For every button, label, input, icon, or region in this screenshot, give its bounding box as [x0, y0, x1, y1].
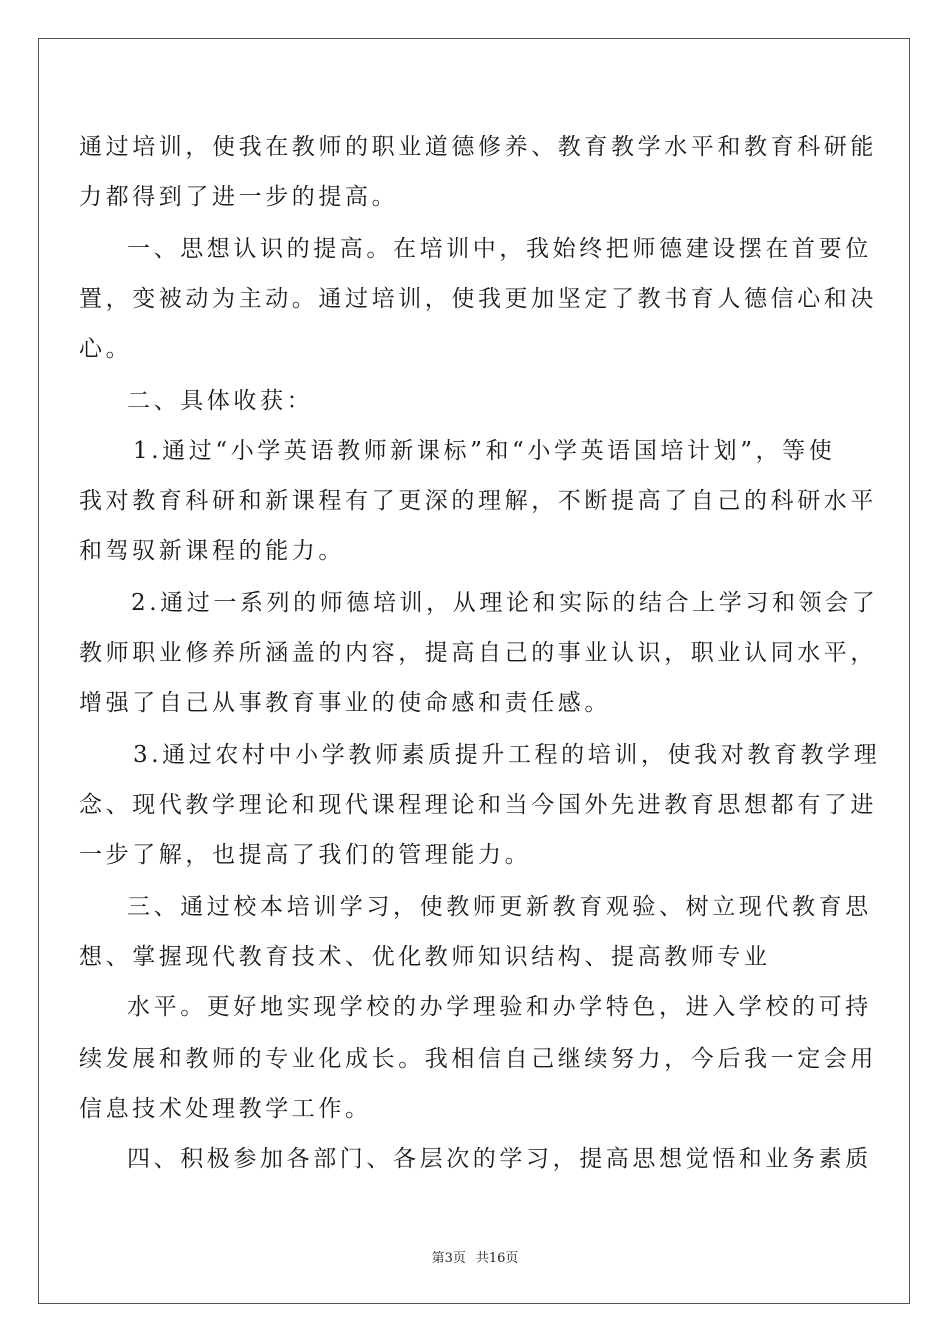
text-line: 1.通过“小学英语教师新课标”和“小学英语国培计划”，等使 [133, 438, 836, 464]
text-line: 我对教育科研和新课程有了更深的理解，不断提高了自己的科研水平 [79, 488, 877, 514]
page-total: 共16页 [475, 1251, 519, 1266]
text-line: 想、掌握现代教育技术、优化教师知识结构、提高教师专业 [79, 944, 771, 970]
text-line: 心。 [79, 336, 133, 362]
text-line: 2.通过一系列的师德培训，从理论和实际的结合上学习和领会了 [131, 590, 879, 616]
text-line: 一步了解，也提高了我们的管理能力。 [79, 842, 532, 868]
text-line: 信息技术处理教学工作。 [79, 1096, 372, 1122]
text-line: 通过培训，使我在教师的职业道德修养、教育教学水平和教育科研能 [79, 134, 877, 160]
text-line: 念、现代教学理论和现代课程理论和当今国外先进教育思想都有了进 [79, 792, 877, 818]
text-line: 3.通过农村中小学教师素质提升工程的培训，使我对教育教学理 [133, 742, 881, 768]
text-line: 二、具体收获： [127, 388, 314, 414]
text-line: 和驾驭新课程的能力。 [79, 538, 345, 564]
text-line: 置，变被动为主动。通过培训，使我更加坚定了教书育人德信心和决 [79, 286, 877, 312]
text-line: 增强了自己从事教育事业的使命感和责任感。 [79, 690, 611, 716]
text-line: 续发展和教师的专业化成长。我相信自己继续努力，今后我一定会用 [79, 1046, 877, 1072]
text-line: 水平。更好地实现学校的办学理验和办学特色，进入学校的可持 [127, 994, 872, 1020]
page-footer [0, 1247, 950, 1266]
text-line: 一、思想认识的提高。在培训中，我始终把师德建设摆在首要位 [127, 236, 872, 262]
text-line: 力都得到了进一步的提高。 [79, 184, 399, 210]
text-line: 三、通过校本培训学习，使教师更新教育观验、树立现代教育思 [127, 894, 872, 920]
text-line: 教师职业修养所涵盖的内容，提高自己的事业认识，职业认同水平， [79, 640, 877, 666]
text-line: 四、积极参加各部门、各层次的学习，提高思想觉悟和业务素质 [127, 1146, 872, 1172]
page-number: 第3页 [431, 1251, 466, 1266]
